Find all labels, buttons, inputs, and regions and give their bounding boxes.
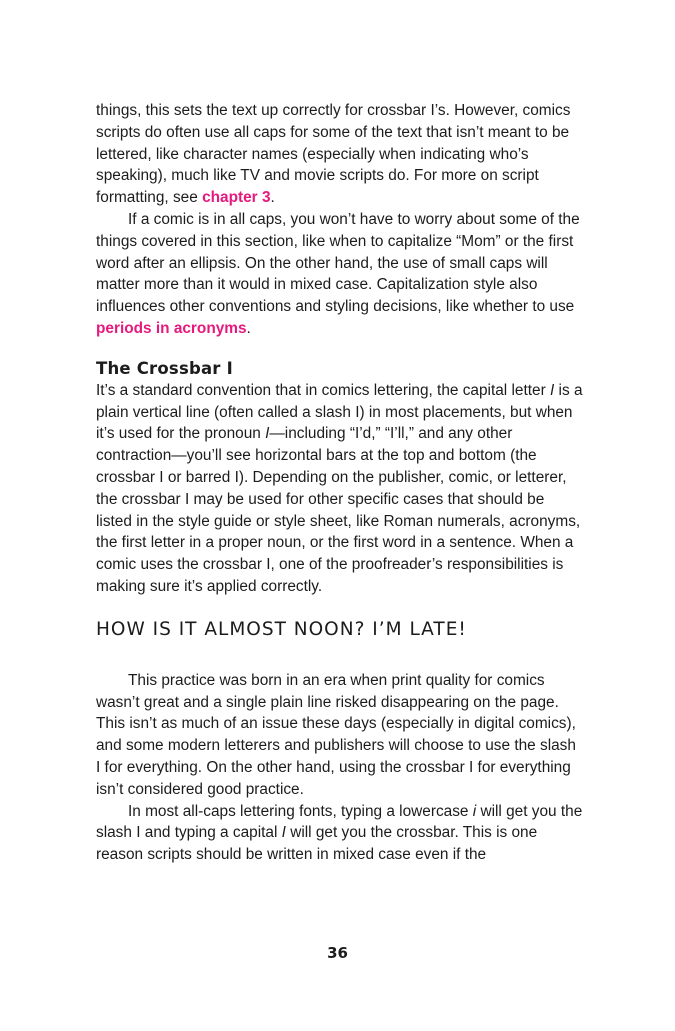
italic-text: I <box>550 381 555 399</box>
comic-lettering-sample: HOW IS IT ALMOST NOON? I’M LATE! <box>96 618 467 640</box>
paragraph-text: things, this sets the text up correctly for crossbar I’s. However, comics scripts do often use all caps for some of the text that isn’t meant to be lettered, like character names (especially when indicating who’s speaking), much like TV and movie scripts do. For more on script formatting, see <box>96 102 571 207</box>
paragraph-text: will get you the crossbar. This is one reason scripts should be written in mixed case even if the <box>96 824 538 864</box>
paragraph-text: It’s a standard convention that in comics lettering, the capital letter <box>96 381 550 399</box>
italic-text: i <box>472 802 477 820</box>
paragraph-1 <box>96 100 584 209</box>
paragraph-text: . <box>246 319 251 337</box>
paragraph-text: If a comic is in all caps, you won’t have to worry about some of the things covered in this section, like when to capitalize “Mom” or the first word after an ellipsis. On the other hand, the use of small caps will matter more than it would in mixed case. Capitalization style also influences other conventions and styling decisions, like whether to use <box>96 210 580 316</box>
paragraph-text: will get you the slash I and typing a capital <box>96 802 583 842</box>
italic-text: I <box>265 425 270 443</box>
paragraph-2 <box>96 209 584 340</box>
paragraph-5 <box>96 801 584 866</box>
paragraph-text: In most all-caps lettering fonts, typing a lowercase <box>128 802 473 820</box>
italic-text: I <box>281 824 286 842</box>
chapter-3-link[interactable]: chapter 3 <box>202 189 271 207</box>
section-heading: The Crossbar I <box>96 358 233 378</box>
paragraph-text: . <box>270 189 275 207</box>
paragraph-text: —including “I’d,” “I’ll,” and any other contraction—you’ll see horizontal bars at the top and bottom (the crossbar I or barred I). Depending on the publisher, comic, or letterer, the crossbar I may be used for other specific cases that should be listed in the style guide or style sheet, like Roman numerals, acronyms, the first letter in a proper noun, or the first word in a sentence. When a comic uses the crossbar I, one of the proofreader’s responsibilities is making sure it’s applied correctly. <box>96 425 581 595</box>
periods-in-acronyms-link[interactable]: periods in acronyms <box>96 319 247 337</box>
page-number: 36 <box>327 944 348 962</box>
page-body <box>96 100 584 866</box>
paragraph-3 <box>96 380 584 598</box>
paragraph-4: This practice was born in an era when print quality for comics wasn’t great and a single plain line risked disappearing on the page. This isn’t as much of an issue these days (especially in digital comics), and some modern letterers and publishers will choose to use the slash I for everything. On the other hand, using the crossbar I for everything isn’t considered good practice. <box>96 671 576 798</box>
paragraph-text: is a plain vertical line (often called a slash I) in most placements, but when it’s used for the pronoun <box>96 381 583 443</box>
